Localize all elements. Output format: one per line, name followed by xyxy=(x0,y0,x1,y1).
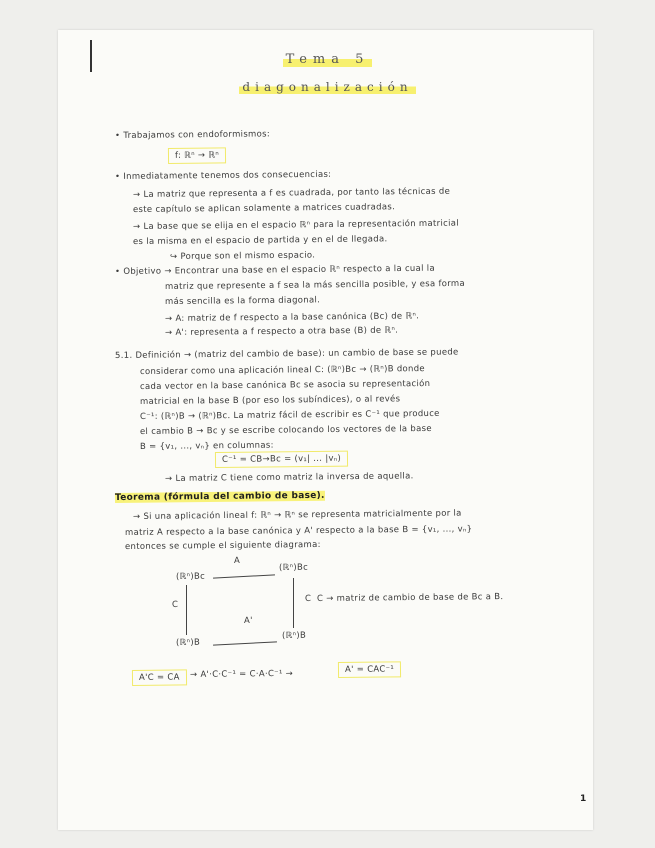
text-line: matriz A respecto a la base canónica y A' respecto a la base B = {v₁, ..., vₙ} xyxy=(124,524,473,538)
theorem-heading: Teorema (fórmula del cambio de base). xyxy=(114,490,325,503)
text-line: → A': representa a f respecto a otra base (B) de ℝⁿ. xyxy=(164,325,399,338)
definition-heading: 5.1. Definición → (matriz del cambio de base): un cambio de base se puede xyxy=(114,347,459,361)
text-line: → A: matriz de f respecto a la base canónica (Bc) de ℝⁿ. xyxy=(164,311,420,324)
text-line: es la misma en el espacio de partida y en el de llegada. xyxy=(132,234,388,247)
page-number: 1 xyxy=(580,794,587,804)
diagram-node: (ℝⁿ)B xyxy=(175,637,201,648)
diagram-node: (ℝⁿ)Bc xyxy=(175,571,206,582)
text-line: • Inmediatamente tenemos dos consecuencias: xyxy=(114,169,332,182)
diagram-label: A xyxy=(233,555,241,566)
formula-box-result: A' = CAC⁻¹ xyxy=(338,661,401,678)
formula-step: → A'·C·C⁻¹ = C·A·C⁻¹ → xyxy=(189,668,294,680)
diagram-label: C xyxy=(304,593,312,604)
page-title: Tema 5 xyxy=(0,52,655,67)
text-line: → Si una aplicación lineal f: ℝⁿ → ℝⁿ se representa matricialmente por la xyxy=(132,508,462,522)
text-line: matricial en la base B (por eso los subíndices), o al revés xyxy=(139,394,401,407)
arrow-c-left xyxy=(186,585,187,635)
text-line: C⁻¹: (ℝⁿ)B → (ℝⁿ)Bc. La matriz fácil de escribir es C⁻¹ que produce xyxy=(139,408,440,422)
text-line: → La base que se elija en el espacio ℝⁿ para la representación matricial xyxy=(132,218,459,232)
text-line: cada vector en la base canónica Bc se asocia su representación xyxy=(139,378,431,392)
diagram-node: (ℝⁿ)B xyxy=(281,630,307,641)
text-line: el cambio B → Bc y se escribe colocando los vectores de la base xyxy=(139,423,432,437)
formula-box: C⁻¹ = CB→Bc = (v₁| ... |vₙ) xyxy=(215,451,348,468)
text-line: más sencilla es la forma diagonal. xyxy=(164,295,321,307)
text-line: matriz que represente a f sea la más sencilla posible, y esa forma xyxy=(164,278,466,292)
formula-box: f: ℝⁿ → ℝⁿ xyxy=(168,147,226,164)
diagram-note: C → matriz de cambio de base de Bc a B. xyxy=(316,592,504,604)
text-line: → La matriz que representa a f es cuadrada, por tanto las técnicas de xyxy=(132,186,451,200)
diagram-label: C xyxy=(171,599,179,610)
text-line: B = {v₁, ..., vₙ} en columnas: xyxy=(139,440,274,452)
text-line: • Trabajamos con endoformismos: xyxy=(114,129,271,141)
formula-box: A'C = CA xyxy=(132,669,187,686)
text-line: entonces se cumple el siguiente diagrama: xyxy=(124,539,321,552)
text-line: → La matriz C tiene como matriz la inversa de aquella. xyxy=(164,471,414,484)
text-line: ↪ Porque son el mismo espacio. xyxy=(169,250,316,262)
text-line: este capítulo se aplican solamente a matrices cuadradas. xyxy=(132,202,396,215)
diagram-label: A' xyxy=(243,615,253,626)
diagram-node: (ℝⁿ)Bc xyxy=(278,562,309,573)
arrow-c-right xyxy=(293,578,294,628)
page-subtitle: diagonalización xyxy=(0,80,655,94)
text-line: • Objetivo → Encontrar una base en el espacio ℝⁿ respecto a la cual la xyxy=(114,263,436,277)
text-line: considerar como una aplicación lineal C: (ℝⁿ)Bc → (ℝⁿ)B donde xyxy=(139,364,425,377)
